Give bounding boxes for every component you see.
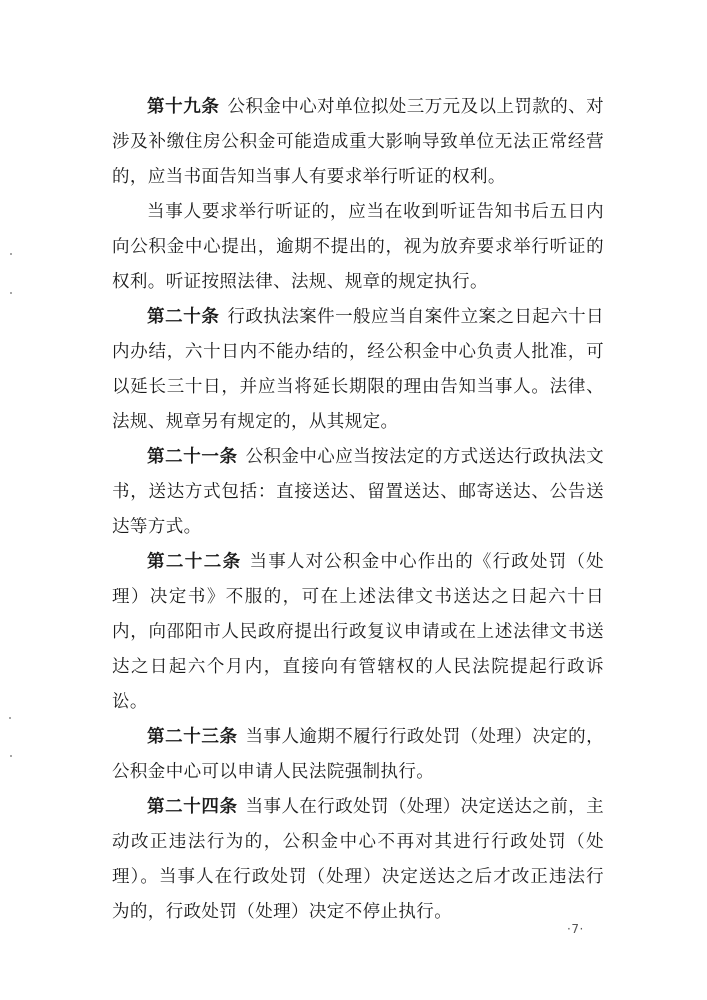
article-text: 行政执法案件一般应当自案件立案之日起六十日内办结，六十日内不能办结的，经公积金中心负责人批准，可以延长三十日，并应当将延长期限的理由告知当事人。法律、法规、规章另有规定的，从其规定。	[112, 307, 604, 432]
article-text: 公积金中心对单位拟处三万元及以上罚款的、对涉及补缴住房公积金可能造成重大影响导致单位无法正常经营的，应当书面告知当事人有要求举行听证的权利。	[112, 97, 604, 187]
paragraph-article-19	[112, 90, 604, 195]
paragraph-article-20	[112, 300, 604, 440]
paragraph-article-22	[112, 545, 604, 720]
article-text: 当事人对公积金中心作出的《行政处罚（处理）决定书》不服的，可在上述法律文书送达之日起六十日内，向邵阳市人民政府提出行政复议申请或在上述法律文书送达之日起六个月内，直接向有管辖权的人民法院提起行政诉讼。	[112, 552, 604, 712]
article-text: 当事人要求举行听证的，应当在收到听证告知书后五日内向公积金中心提出，逾期不提出的，视为放弃要求举行听证的权利。听证按照法律、法规、规章的规定执行。	[112, 202, 604, 292]
scan-speck	[10, 755, 12, 757]
paragraph-article-19-continued	[112, 195, 604, 300]
article-heading: 第二十条	[147, 307, 220, 327]
document-body	[112, 90, 604, 930]
article-heading: 第二十二条	[147, 552, 242, 572]
scan-speck	[10, 292, 12, 294]
article-heading: 第二十三条	[147, 727, 238, 747]
scan-speck	[10, 253, 12, 255]
article-heading: 第十九条	[147, 97, 220, 117]
page-number: ·7·	[567, 922, 584, 936]
article-text: 当事人逾期不履行行政处罚（处理）决定的，公积金中心可以申请人民法院强制执行。	[112, 727, 605, 782]
scan-speck	[9, 717, 11, 719]
paragraph-article-24	[112, 790, 604, 930]
article-text: 当事人在行政处罚（处理）决定送达之前，主动改正违法行为的，公积金中心不再对其进行行政处罚（处理）。当事人在行政处罚（处理）决定送达之后才改正违法行为的，行政处罚（处理）决定不停止执行。	[112, 797, 605, 922]
article-heading: 第二十四条	[147, 797, 238, 817]
paragraph-article-21	[112, 440, 604, 545]
article-heading: 第二十一条	[147, 447, 238, 467]
article-text: 公积金中心应当按法定的方式送达行政执法文书，送达方式包括：直接送达、留置送达、邮寄送达、公告送达等方式。	[112, 447, 605, 537]
paragraph-article-23	[112, 720, 604, 790]
